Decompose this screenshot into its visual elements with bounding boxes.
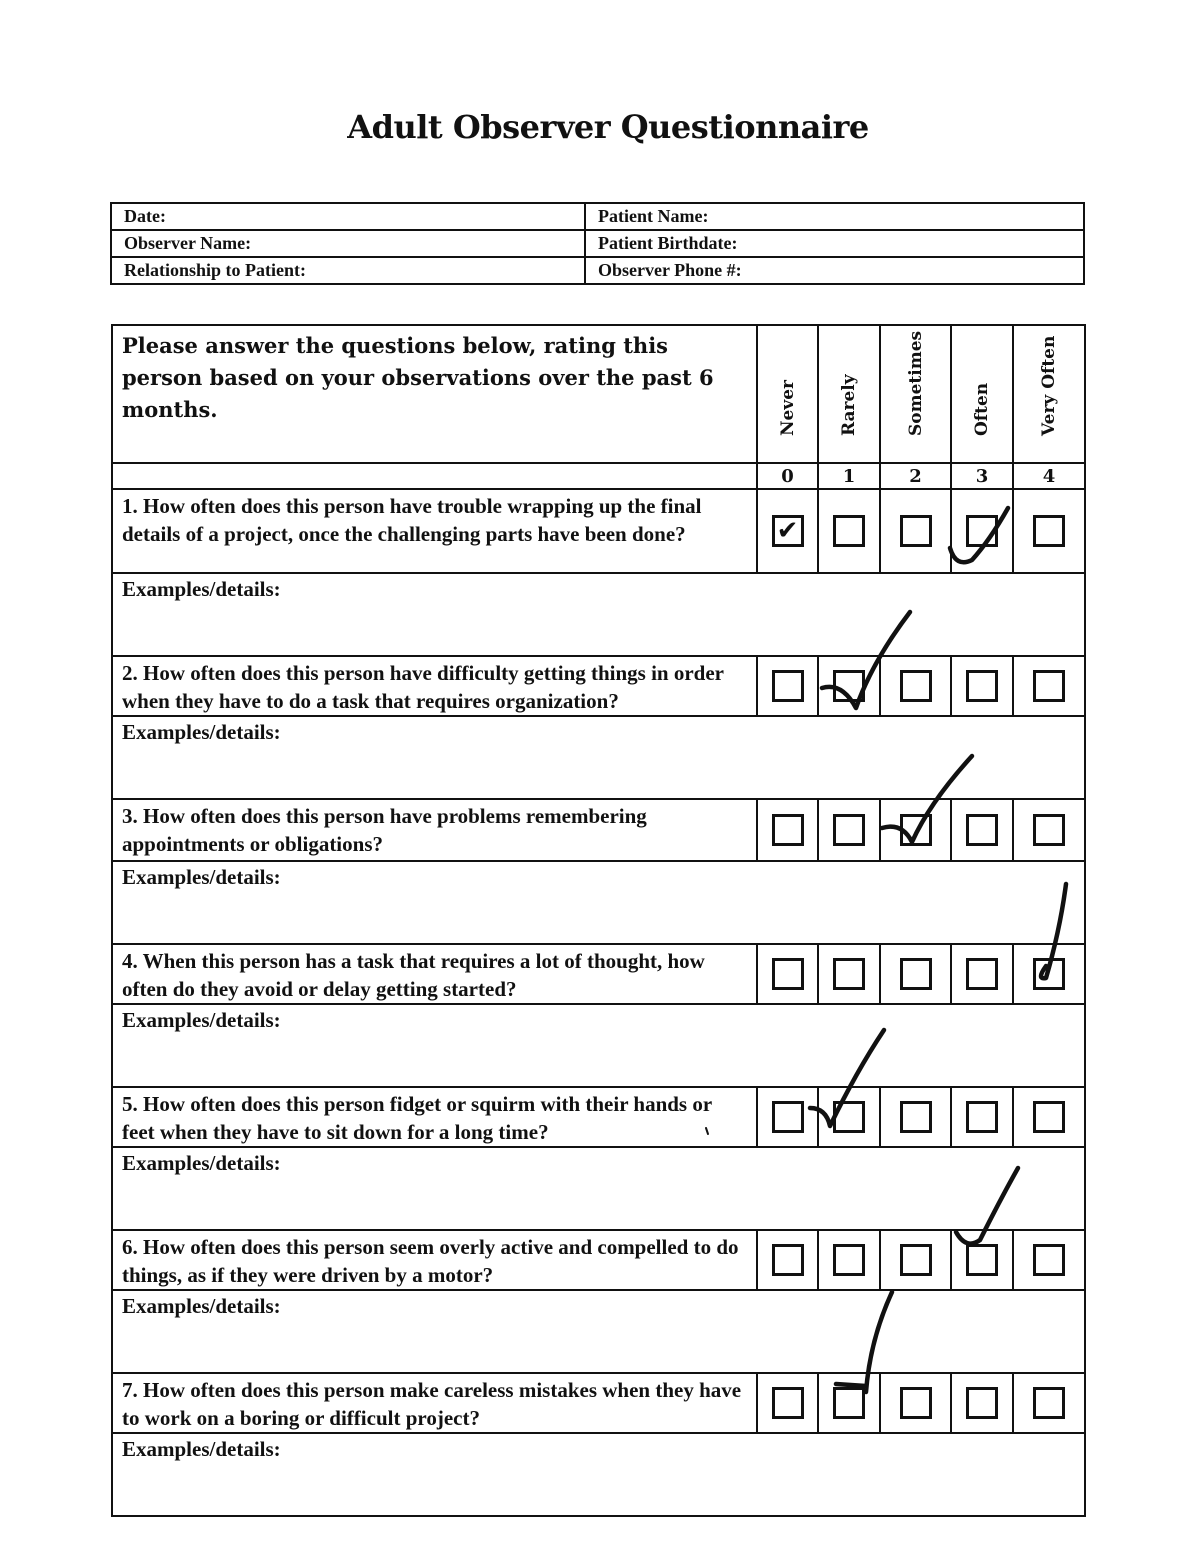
scale-header-very-often <box>1013 325 1085 463</box>
rating-checkbox-rarely[interactable] <box>833 515 865 547</box>
scale-label: Very Often <box>1039 335 1059 436</box>
rating-cell <box>951 1373 1013 1433</box>
rating-cell <box>1013 944 1085 1004</box>
rating-cell <box>880 944 951 1004</box>
rating-checkbox-often[interactable] <box>966 958 998 990</box>
examples-row <box>112 861 1085 944</box>
rating-cell <box>951 1230 1013 1290</box>
rating-checkbox-never[interactable] <box>772 814 804 846</box>
rating-checkbox-sometimes[interactable] <box>900 1387 932 1419</box>
rating-cell <box>951 944 1013 1004</box>
question-text: 5. How often does this person fidget or squirm with their hands or feet when they have to sit down for a long time? <box>112 1087 757 1147</box>
question-text: 3. How often does this person have problems remembering appointments or obligations? <box>112 799 757 861</box>
scale-header-never <box>757 325 818 463</box>
rating-cell <box>951 799 1013 861</box>
examples-details-field[interactable]: Examples/details: <box>112 1433 1085 1516</box>
rating-checkbox-sometimes[interactable] <box>900 515 932 547</box>
rating-checkbox-very-often[interactable] <box>1033 1387 1065 1419</box>
rating-checkbox-very-often[interactable] <box>1033 814 1065 846</box>
rating-cell <box>951 489 1013 573</box>
rating-checkbox-often[interactable] <box>966 515 998 547</box>
rating-cell <box>818 799 880 861</box>
rating-cell <box>818 944 880 1004</box>
question-row <box>112 1230 1085 1290</box>
scale-value: 3 <box>951 463 1013 489</box>
rating-checkbox-rarely[interactable] <box>833 1101 865 1133</box>
rating-cell <box>818 656 880 716</box>
examples-details-field[interactable]: Examples/details: <box>112 716 1085 799</box>
examples-details-field[interactable]: Examples/details: <box>112 1004 1085 1087</box>
question-row <box>112 799 1085 861</box>
rating-checkbox-very-often[interactable] <box>1033 958 1065 990</box>
examples-row <box>112 716 1085 799</box>
rating-cell <box>880 489 951 573</box>
rating-checkbox-never[interactable] <box>772 1387 804 1419</box>
rating-cell <box>818 1230 880 1290</box>
rating-checkbox-very-often[interactable] <box>1033 1244 1065 1276</box>
rating-cell <box>951 656 1013 716</box>
rating-checkbox-very-often[interactable] <box>1033 670 1065 702</box>
question-text: 6. How often does this person seem overly active and compelled to do things, as if they were driven by a motor? <box>112 1230 757 1290</box>
rating-cell <box>818 489 880 573</box>
question-text: 1. How often does this person have trouble wrapping up the final details of a project, once the challenging parts have been done? <box>112 489 757 573</box>
rating-checkbox-very-often[interactable] <box>1033 1101 1065 1133</box>
rating-cell <box>880 1230 951 1290</box>
patient-info-table <box>110 202 1085 285</box>
rating-cell <box>757 944 818 1004</box>
rating-cell <box>1013 1373 1085 1433</box>
rating-checkbox-rarely[interactable] <box>833 1387 865 1419</box>
scale-header-sometimes <box>880 325 951 463</box>
scale-header-often <box>951 325 1013 463</box>
examples-row <box>112 1147 1085 1230</box>
examples-row <box>112 1290 1085 1373</box>
rating-checkbox-rarely[interactable] <box>833 958 865 990</box>
rating-checkbox-often[interactable] <box>966 814 998 846</box>
scale-label: Never <box>777 379 798 436</box>
rating-checkbox-never[interactable] <box>772 670 804 702</box>
scale-label: Sometimes <box>905 330 926 436</box>
rating-cell <box>757 656 818 716</box>
rating-checkbox-often[interactable] <box>966 1244 998 1276</box>
relationship-field[interactable]: Relationship to Patient: <box>111 257 585 284</box>
scale-blank-cell <box>112 463 757 489</box>
examples-row <box>112 573 1085 656</box>
scale-header-rarely <box>818 325 880 463</box>
rating-cell <box>757 489 818 573</box>
question-text: 4. When this person has a task that requires a lot of thought, how often do they avoid or delay getting started? <box>112 944 757 1004</box>
examples-details-field[interactable]: Examples/details: <box>112 1290 1085 1373</box>
examples-details-field[interactable]: Examples/details: <box>112 1147 1085 1230</box>
rating-cell <box>1013 799 1085 861</box>
rating-cell <box>1013 489 1085 573</box>
rating-cell <box>880 1087 951 1147</box>
rating-checkbox-very-often[interactable] <box>1033 515 1065 547</box>
examples-row <box>112 1004 1085 1087</box>
rating-cell <box>757 799 818 861</box>
rating-cell <box>757 1087 818 1147</box>
examples-row <box>112 1433 1085 1516</box>
rating-checkbox-rarely[interactable] <box>833 670 865 702</box>
scale-label: Often <box>972 382 992 436</box>
rating-checkbox-sometimes[interactable] <box>900 1101 932 1133</box>
question-text: 2. How often does this person have difficulty getting things in order when they have to do a task that requires organization? <box>112 656 757 716</box>
questionnaire-table <box>111 324 1086 1517</box>
question-row <box>112 489 1085 573</box>
scale-value: 1 <box>818 463 880 489</box>
date-field[interactable]: Date: <box>111 203 585 230</box>
rating-cell <box>1013 1230 1085 1290</box>
rating-cell <box>880 799 951 861</box>
question-row <box>112 656 1085 716</box>
rating-checkbox-rarely[interactable] <box>833 1244 865 1276</box>
question-text: 7. How often does this person make careless mistakes when they have to work on a boring or difficult project? <box>112 1373 757 1433</box>
rating-cell <box>757 1230 818 1290</box>
instructions: Please answer the questions below, rating this person based on your observations over the past 6 months. <box>112 325 757 463</box>
rating-checkbox-sometimes[interactable] <box>900 1244 932 1276</box>
examples-details-field[interactable]: Examples/details: <box>112 861 1085 944</box>
rating-cell <box>1013 656 1085 716</box>
rating-checkbox-sometimes[interactable] <box>900 670 932 702</box>
scale-value: 0 <box>757 463 818 489</box>
rating-checkbox-never[interactable]: ✔ <box>772 515 804 547</box>
scale-value: 4 <box>1013 463 1085 489</box>
rating-checkbox-rarely[interactable] <box>833 814 865 846</box>
scale-label: Rarely <box>839 374 859 436</box>
rating-cell <box>880 1373 951 1433</box>
rating-cell <box>1013 1087 1085 1147</box>
page-title: Adult Observer Questionnaire <box>347 108 869 146</box>
rating-checkbox-sometimes[interactable] <box>900 814 932 846</box>
observer-phone-field[interactable]: Observer Phone #: <box>585 257 1084 284</box>
observer-name-field[interactable]: Observer Name: <box>111 230 585 257</box>
rating-cell <box>951 1087 1013 1147</box>
rating-cell <box>880 656 951 716</box>
scale-value: 2 <box>880 463 951 489</box>
examples-details-field[interactable]: Examples/details: <box>112 573 1085 656</box>
question-row <box>112 1087 1085 1147</box>
rating-checkbox-often[interactable] <box>966 670 998 702</box>
rating-cell <box>757 1373 818 1433</box>
rating-checkbox-never[interactable] <box>772 958 804 990</box>
rating-cell <box>818 1373 880 1433</box>
question-row <box>112 1373 1085 1433</box>
rating-checkbox-never[interactable] <box>772 1101 804 1133</box>
rating-cell <box>818 1087 880 1147</box>
rating-checkbox-sometimes[interactable] <box>900 958 932 990</box>
patient-birthdate-field[interactable]: Patient Birthdate: <box>585 230 1084 257</box>
rating-checkbox-often[interactable] <box>966 1101 998 1133</box>
patient-name-field[interactable]: Patient Name: <box>585 203 1084 230</box>
question-row <box>112 944 1085 1004</box>
rating-checkbox-never[interactable] <box>772 1244 804 1276</box>
rating-checkbox-often[interactable] <box>966 1387 998 1419</box>
